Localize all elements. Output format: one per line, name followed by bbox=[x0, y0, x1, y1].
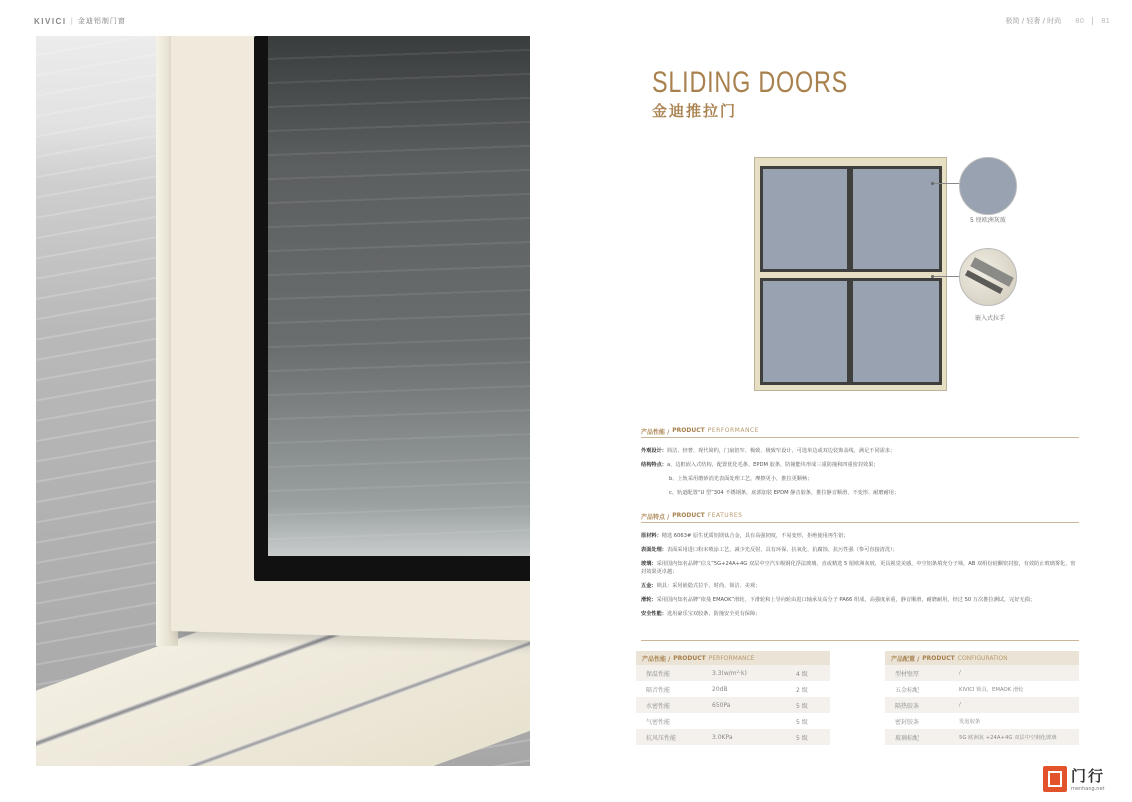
feature-line bbox=[641, 546, 1079, 554]
table-cell: 玻璃标配 bbox=[895, 734, 920, 742]
feature-line bbox=[641, 610, 1079, 618]
table-row bbox=[885, 713, 1079, 729]
table-row bbox=[885, 665, 1079, 681]
table-cell: 5 级 bbox=[796, 702, 808, 710]
table-cell: 型材壁厚 bbox=[895, 670, 920, 678]
configuration-table bbox=[885, 651, 1079, 745]
feature-line bbox=[641, 596, 1079, 604]
glass-pane bbox=[850, 278, 942, 385]
table-cell: 2 级 bbox=[796, 686, 808, 694]
performance-line bbox=[641, 447, 1079, 455]
logo-icon bbox=[1043, 766, 1067, 792]
handle-detail bbox=[959, 248, 1017, 306]
table-body bbox=[885, 665, 1079, 745]
feature-line bbox=[641, 532, 1079, 540]
leader-line bbox=[933, 276, 960, 277]
logo-url: menhang.net bbox=[1071, 786, 1105, 792]
glass-swatch-label: 5 厘欧洲灰玻 bbox=[970, 217, 1006, 224]
section-rule bbox=[641, 640, 1079, 641]
feature-line bbox=[641, 582, 1079, 590]
section-features-heading bbox=[641, 512, 742, 521]
section-performance-heading bbox=[641, 427, 759, 436]
table-row bbox=[885, 697, 1079, 713]
table-cell: 隔热胶条 bbox=[895, 702, 920, 710]
table-row bbox=[636, 681, 830, 697]
table-header bbox=[636, 651, 830, 665]
table-cell: KIVICI 锁具，EMAOK 滑轮 bbox=[959, 687, 1024, 693]
glass-pane bbox=[760, 166, 850, 272]
leader-line bbox=[933, 183, 960, 184]
page-number-left: 80 bbox=[1075, 17, 1093, 25]
table-cell: 隔音性能 bbox=[646, 686, 671, 694]
header-left bbox=[34, 16, 126, 26]
line-label: 玻璃： bbox=[641, 561, 657, 567]
site-logo[interactable] bbox=[1043, 765, 1105, 792]
heading-en: FEATURES bbox=[707, 512, 743, 519]
heading-product: PRODUCT bbox=[672, 512, 705, 519]
table-cell: 5 级 bbox=[796, 718, 808, 726]
performance-table bbox=[636, 651, 830, 745]
table-row bbox=[636, 713, 830, 729]
table-cell: 密封胶条 bbox=[895, 718, 920, 726]
heading-en: PERFORMANCE bbox=[708, 654, 755, 662]
door-diagram bbox=[754, 157, 947, 391]
table-cell: 20dB bbox=[712, 685, 728, 693]
glass-pane bbox=[850, 166, 942, 272]
line-text: 采用国内知名品牌“信义”5G+24A+4G 双层中空汽车级钢化浮法玻璃，直或精选 5 厘欧洲灰玻，更具视觉美感，中空铝条填充分子筛，AB 双组份硅酮密封胶，有效防止玻璃雾化，密封效果更卓越； bbox=[641, 561, 1076, 575]
table-cell: 保温性能 bbox=[646, 670, 671, 678]
heading-product: PRODUCT bbox=[672, 427, 705, 434]
table-cell: 3.0KPa bbox=[712, 733, 733, 741]
page-number-right: 81 bbox=[1101, 17, 1110, 25]
line-text: 表面采用进口粉末喷涂工艺，减少光反射，具有环保、抗氧化、抗腐蚀、抗污性强（参可直接清洗）； bbox=[666, 547, 898, 553]
performance-line bbox=[641, 475, 1079, 483]
line-label: 滑轮： bbox=[641, 597, 657, 603]
table-cell: 650Pa bbox=[712, 701, 731, 709]
brand-subtitle: 金迪铝制门窗 bbox=[77, 17, 126, 25]
page-numbers bbox=[1075, 17, 1110, 25]
heading-cn: 产品配置 / bbox=[891, 655, 920, 663]
table-cell: / bbox=[959, 670, 961, 676]
heading-product: PRODUCT bbox=[673, 654, 706, 662]
table-cell: 五金标配 bbox=[895, 686, 920, 694]
line-label: 表面处理： bbox=[641, 547, 667, 553]
glass-pane bbox=[760, 278, 850, 385]
line-label: 原材料： bbox=[641, 533, 662, 539]
section-rule bbox=[641, 437, 1079, 438]
line-label: 安全性能： bbox=[641, 611, 667, 617]
title-english: SLIDING DOORS bbox=[652, 66, 849, 99]
table-row bbox=[636, 697, 830, 713]
line-label: 五金： bbox=[641, 583, 657, 589]
table-cell: / bbox=[959, 702, 961, 708]
product-photo bbox=[36, 36, 530, 766]
line-text: 选用豪乐宝双胶条，防撞安全更有保障； bbox=[666, 611, 761, 617]
leader-dot bbox=[931, 182, 934, 185]
header-right bbox=[1006, 16, 1110, 26]
line-label: 结构特点： bbox=[641, 462, 667, 468]
heading-cn: 产品性能 / bbox=[641, 429, 670, 436]
leader-dot bbox=[931, 275, 934, 278]
line-text: 采用国内知名品牌“依曼 EMAOK”滑轮，下滑轮和上导向轮由进口轴承及高分子 PA66 组成，高强度承重，静音顺滑，耐磨耐用，经过 50 万次推拉测试，完好无损； bbox=[656, 597, 1036, 603]
table-cell: 5 级 bbox=[796, 734, 808, 742]
table-cell: 5G 欧洲灰 +24A+4G 双层中空钢化玻璃 bbox=[959, 735, 1057, 741]
line-text: b、上轨采用磨砂消光表面处理工艺，摩擦更小，推拉更顺畅； bbox=[669, 476, 813, 482]
divider: | bbox=[70, 17, 74, 25]
table-cell: 发泡胶条 bbox=[959, 719, 981, 725]
table-cell: 3.3(w/m²·k) bbox=[712, 669, 747, 677]
heading-en: CONFIGURATION bbox=[957, 654, 1008, 662]
glass-swatch bbox=[959, 157, 1017, 215]
line-text: 精选 6063# 原生优质铝镁钛合金，具有高强韧度，不易变形，拒绝使用再生铝； bbox=[661, 533, 849, 539]
table-row bbox=[636, 665, 830, 681]
heading-en: PERFORMANCE bbox=[707, 427, 759, 434]
title-chinese: 金迪推拉门 bbox=[652, 102, 738, 120]
performance-line bbox=[641, 461, 1079, 469]
performance-text bbox=[641, 447, 1079, 497]
heading-cn: 产品性能 / bbox=[642, 655, 671, 663]
section-rule bbox=[641, 522, 1079, 523]
line-text: c、轨道配置“U 型”304 不锈钢条，底部加装 EPDM 静音胶条，推拉静音顺滑、不变形、耐磨耐用； bbox=[669, 490, 900, 496]
tagline: 极简 / 轻奢 / 时尚 bbox=[1005, 17, 1062, 25]
glass-panel bbox=[268, 36, 530, 556]
heading-product: PRODUCT bbox=[922, 654, 955, 662]
table-row bbox=[885, 681, 1079, 697]
logo-text: 门行 bbox=[1071, 767, 1106, 785]
table-row bbox=[885, 729, 1079, 745]
line-text: a、边框嵌入式结构，配置优化毛条、EPDM 胶条，防撞能块形成三重防撞和四重密封效果； bbox=[666, 462, 879, 468]
table-row bbox=[636, 729, 830, 745]
table-body bbox=[636, 665, 830, 745]
brand-name: KIVICI bbox=[34, 16, 67, 26]
line-text: 锁具：采用嵌隐式拉手，时尚、简洁、美观； bbox=[656, 583, 761, 589]
handle-detail-label: 嵌入式拉手 bbox=[975, 315, 1006, 322]
features-text bbox=[641, 532, 1079, 618]
table-cell: 抗风压性能 bbox=[646, 734, 677, 742]
table-cell: 4 级 bbox=[796, 670, 808, 678]
performance-line bbox=[641, 489, 1079, 497]
table-header bbox=[885, 651, 1079, 665]
feature-line bbox=[641, 560, 1079, 576]
table-cell: 水密性能 bbox=[646, 702, 671, 710]
line-text: 简洁、轻奢、现代简约，门扇铝窄、极致、极致窄设计，可选单边或双边装饰盖线，满足不同需求； bbox=[666, 448, 896, 454]
line-label: 外观设计： bbox=[641, 448, 667, 454]
table-cell: 气密性能 bbox=[646, 718, 671, 726]
heading-cn: 产品特点 / bbox=[641, 514, 670, 521]
